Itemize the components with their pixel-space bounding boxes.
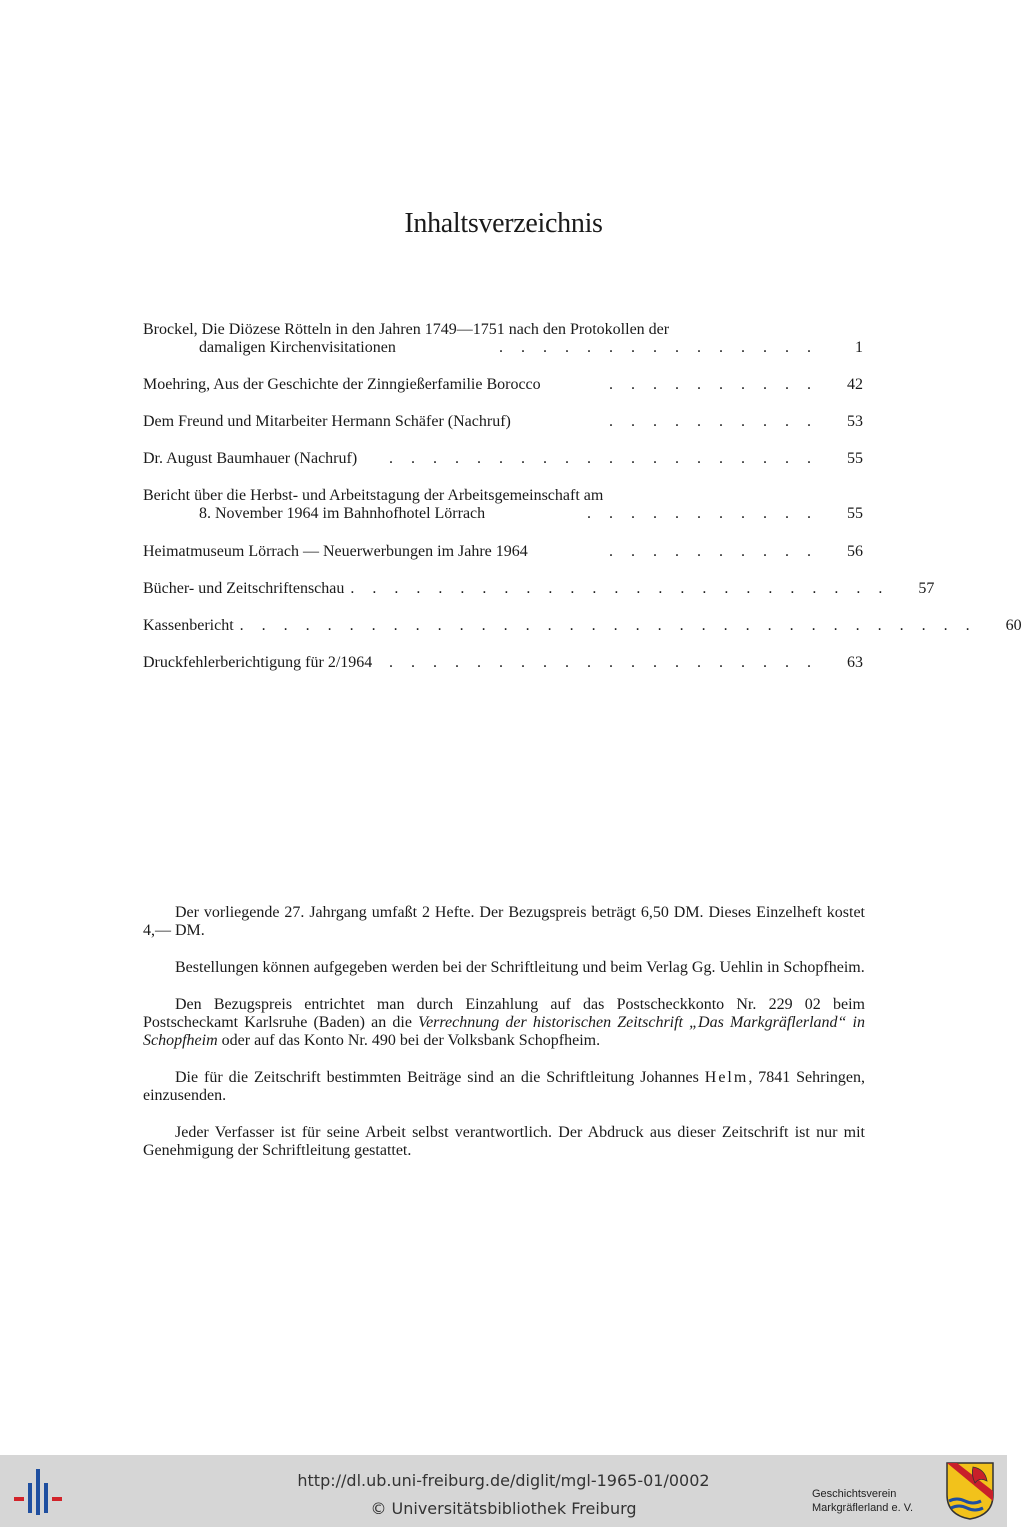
toc-line (143, 376, 863, 394)
note-paragraph (143, 1069, 865, 1105)
note-paragraph: Der vorliegende 27. Jahrgang umfaßt 2 Hefte. Der Bezugspreis beträgt 6,50 DM. Dieses Einzelheft kostet 4,— DM. (143, 904, 865, 939)
toc-entry (143, 321, 863, 357)
toc-line (143, 505, 863, 523)
publication-notes (143, 904, 865, 1179)
toc-line (143, 321, 863, 339)
toc-page-number: 55 (847, 505, 863, 522)
note-text: , 7841 Sehringen, einzusenden. (143, 1069, 866, 1104)
toc-text: Bericht über die Herbst- und Arbeitstagung der Arbeitsgemeinschaft am (143, 487, 604, 504)
toc-leader-dots: .................... (389, 450, 829, 467)
toc-page-number: 60 (1005, 617, 1022, 634)
toc-line (143, 339, 863, 357)
society-name (812, 1487, 913, 1515)
toc-entry (143, 487, 863, 523)
toc-line (143, 543, 863, 561)
editor-name: Helm (704, 1069, 749, 1086)
toc-line (143, 654, 863, 672)
copyright-text: © Universitätsbibliothek Freiburg (370, 1499, 637, 1518)
toc-text: Bücher- und Zeitschriftenschau (143, 580, 345, 597)
toc-text: Dr. August Baumhauer (Nachruf) (143, 450, 358, 467)
toc-page-number: 1 (855, 339, 863, 356)
toc-leader-dots: .......... (609, 413, 829, 430)
note-paragraph: Bestellungen können aufgegeben werden bei der Schriftleitung und beim Verlag Gg. Uehlin in Schopfheim. (175, 959, 865, 976)
toc-entry (143, 543, 863, 561)
toc-leader-dots: .......... (609, 543, 829, 560)
toc-text: damaligen Kirchenvisitationen (199, 339, 396, 356)
toc-leader-dots: ............... (499, 339, 829, 356)
footer-bar (0, 1455, 1007, 1527)
toc-text: 8. November 1964 im Bahnhofhotel Lörrach (199, 505, 486, 522)
toc-text: Dem Freund und Mitarbeiter Hermann Schäfer (Nachruf) (143, 413, 511, 430)
toc-text: Druckfehlerberichtigung für 2/1964 (143, 654, 373, 671)
toc-line (143, 413, 863, 431)
toc-page-number: 57 (918, 580, 935, 597)
toc-line (143, 487, 863, 505)
toc-leader-dots: ......................... (350, 580, 901, 597)
toc-leader-dots: .................... (389, 654, 829, 671)
toc-leader-dots: ........... (587, 505, 829, 522)
toc-line (143, 580, 935, 598)
toc-entry (143, 376, 863, 394)
note-text: oder auf das Konto Nr. 490 bei der Volksbank Schopfheim. (217, 1032, 601, 1049)
toc-entry (143, 580, 935, 598)
toc-entry (143, 654, 863, 672)
society-name-line: Geschichtsverein (812, 1488, 897, 1500)
permalink-url[interactable]: http://dl.ub.uni-freiburg.de/diglit/mgl-1965-01/0002 (297, 1471, 710, 1490)
toc-leader-dots: .......... (609, 376, 829, 393)
note-paragraph: Jeder Verfasser ist für seine Arbeit selbst verantwortlich. Der Abdruck aus dieser Zeitschrift ist nur mit Genehmigung der Schriftleitung gestattet. (143, 1124, 865, 1159)
toc-entry (143, 450, 863, 468)
toc-page-number: 55 (847, 450, 863, 467)
toc-line (143, 450, 863, 468)
society-name-line: Markgräflerland e. V. (812, 1502, 914, 1514)
toc-entry (143, 617, 1022, 635)
toc-page-number: 56 (847, 543, 863, 560)
note-italic-text: Verrechnung der historischen Zeitschrift „Das Markgräflerland“ in Schopfheim (143, 1014, 866, 1049)
toc-page-number: 53 (847, 413, 863, 430)
toc-page-number: 42 (847, 376, 863, 393)
toc-line (143, 617, 1022, 635)
toc-leader-dots: .................................. (239, 617, 988, 634)
note-text: Den Bezugspreis entrichtet man durch Einzahlung auf das Postscheckkonto Nr. 229 02 beim Postscheckamt Karlsruhe (Baden) an die (143, 996, 865, 1031)
note-text: Die für die Zeitschrift bestimmten Beiträge sind an die Schriftleitung Johannes (175, 1069, 705, 1086)
toc-entry (143, 413, 863, 431)
page-title: Inhaltsverzeichnis (404, 208, 603, 239)
toc-text: Heimatmuseum Lörrach — Neuerwerbungen im Jahre 1964 (143, 543, 528, 560)
toc-text: Moehring, Aus der Geschichte der Zinngießerfamilie Borocco (143, 376, 541, 393)
note-paragraph (143, 996, 865, 1050)
coat-of-arms-icon (945, 1461, 995, 1521)
toc-text: Kassenbericht (143, 617, 234, 634)
toc-page-number: 63 (847, 654, 863, 671)
toc-text: Brockel, Die Diözese Rötteln in den Jahren 1749—1751 nach den Protokollen der (143, 321, 670, 338)
